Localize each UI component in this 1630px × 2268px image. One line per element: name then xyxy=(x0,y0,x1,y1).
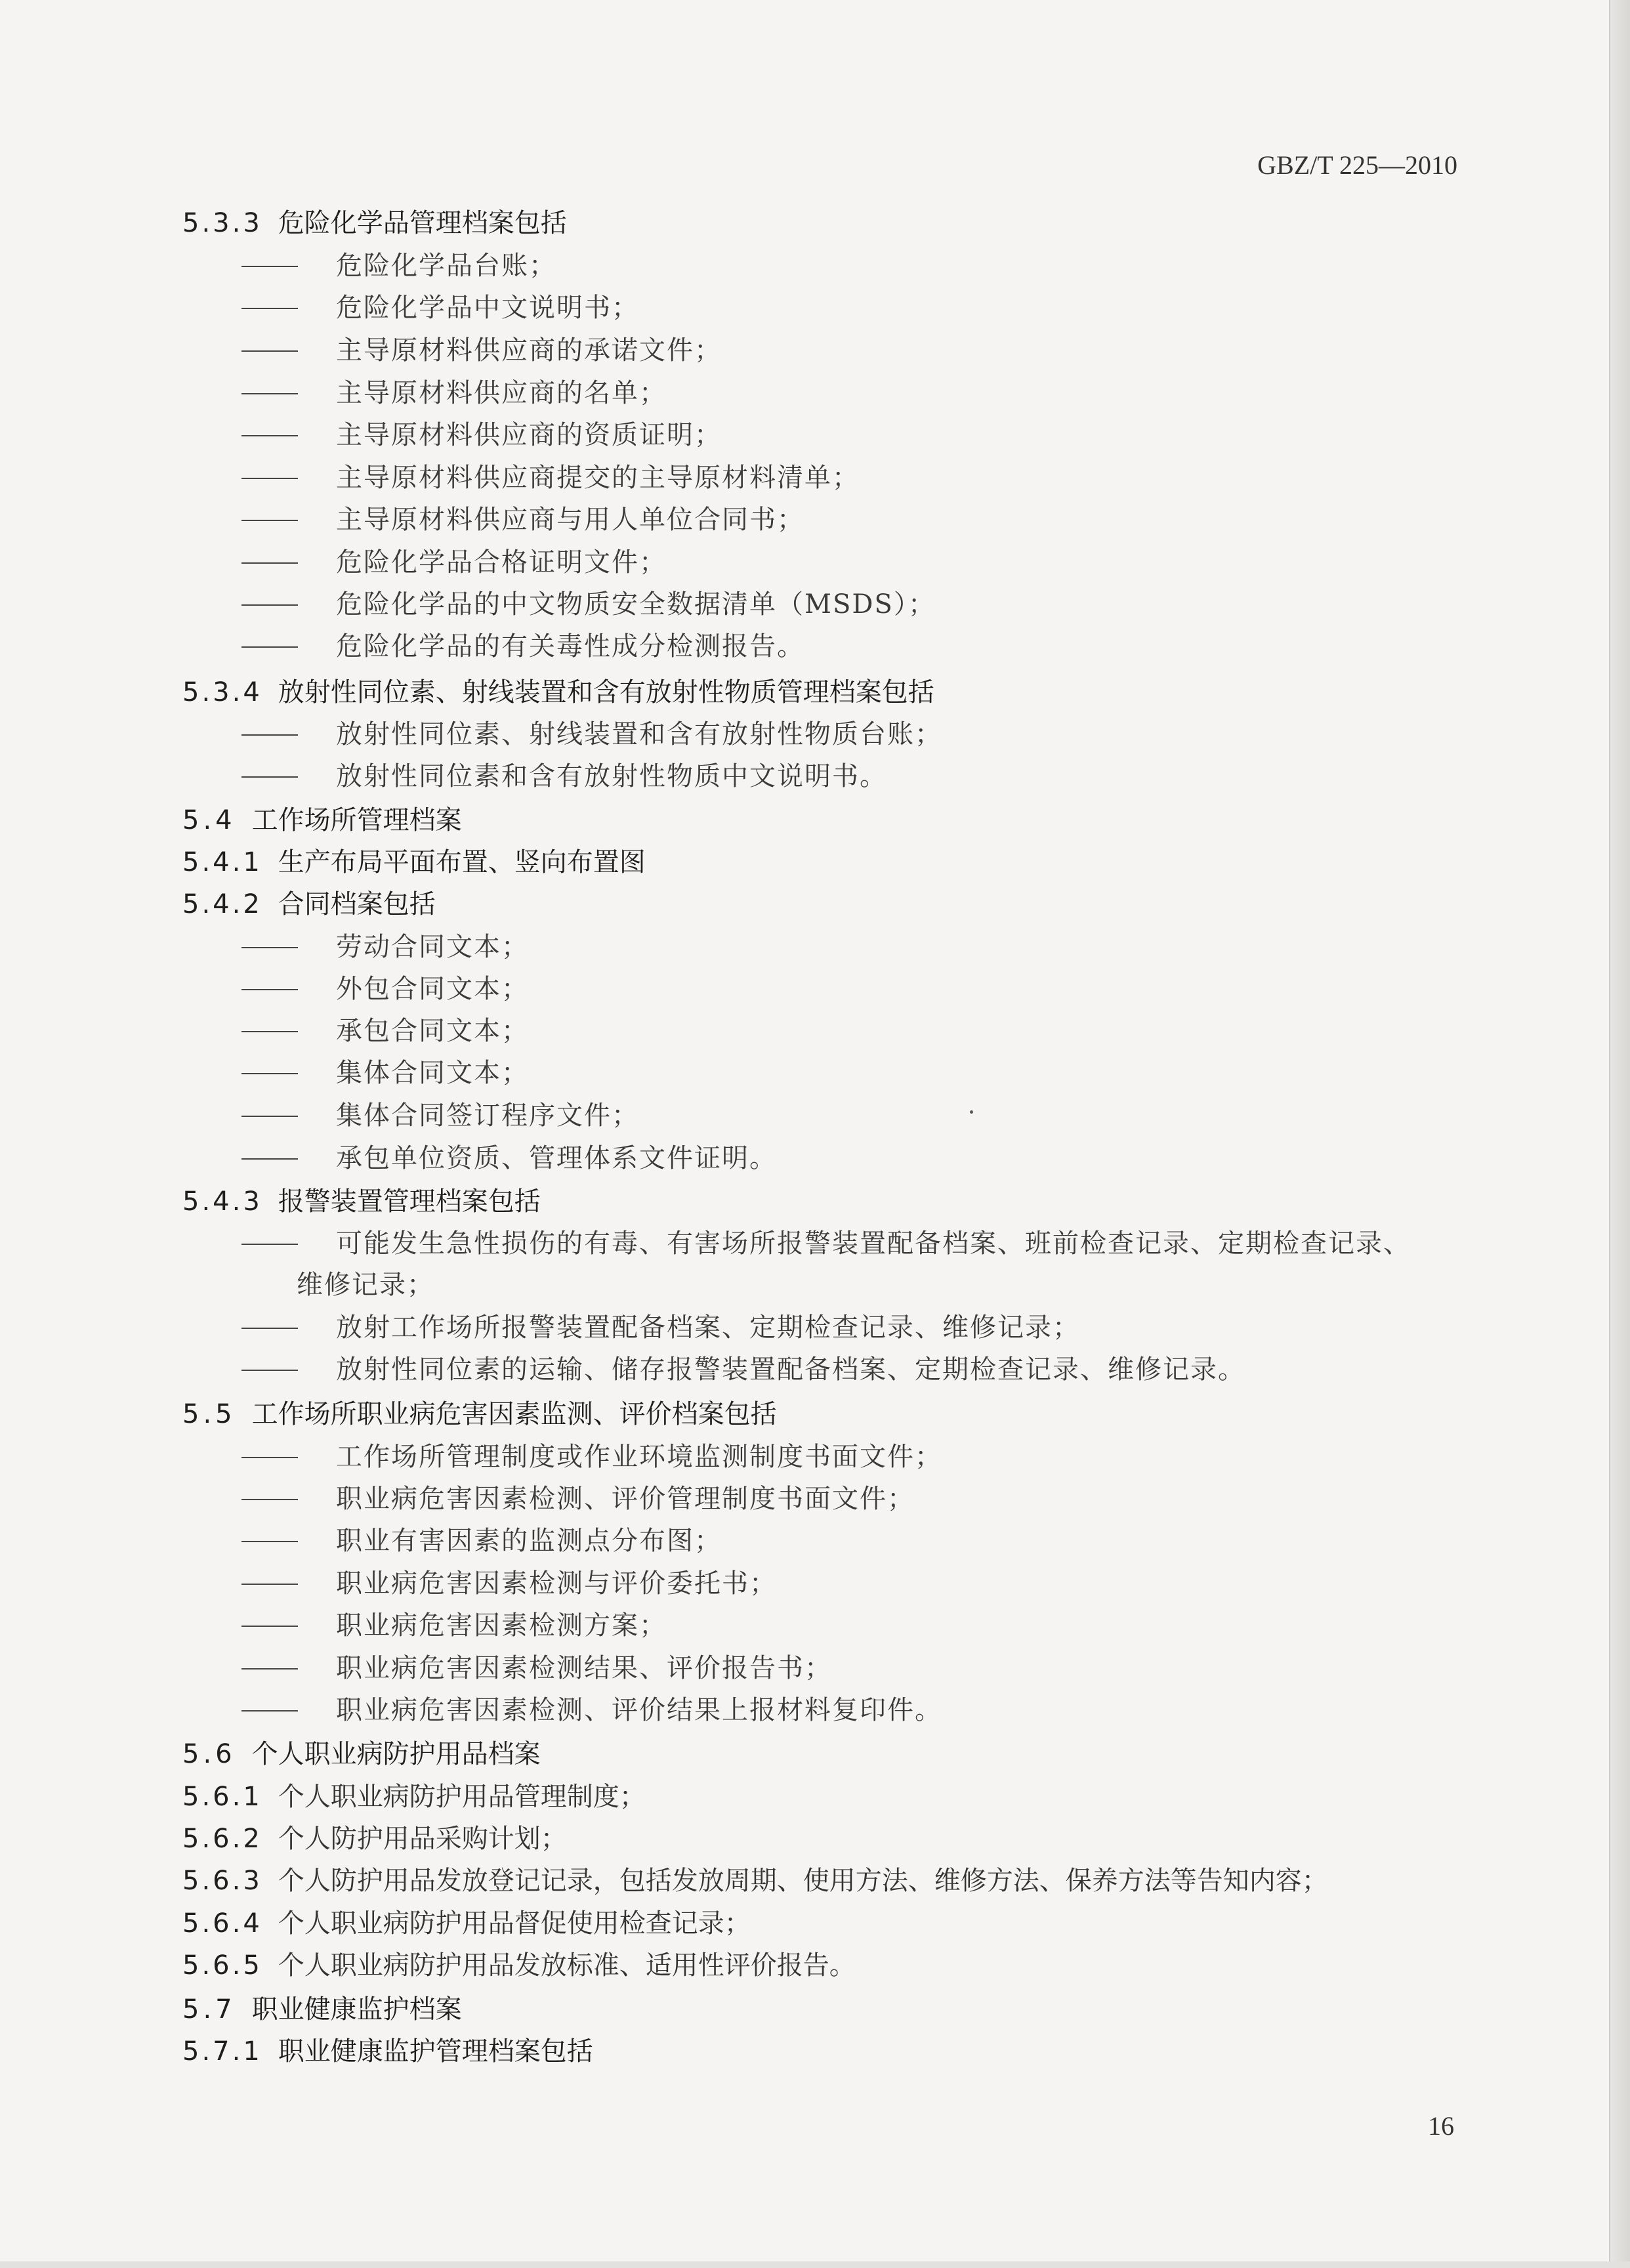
scan-speck xyxy=(970,1110,973,1114)
document-code: GBZ/T 225—2010 xyxy=(1257,150,1457,180)
dash-marker xyxy=(241,308,298,309)
list-item: 外包合同文本； xyxy=(241,973,529,1005)
subsection-5-6-5: 5.6.5 个人职业病防护用品发放标准、适用性评价报告。 xyxy=(182,1950,856,1981)
dash-marker xyxy=(241,350,298,352)
dash-marker xyxy=(241,478,298,479)
list-item: 职业病危害因素检测结果、评价报告书； xyxy=(241,1652,832,1685)
section-number: 5.4.1 xyxy=(182,847,262,877)
list-item: 主导原材料供应商的承诺文件； xyxy=(241,334,722,367)
section-5-3-3-heading xyxy=(182,207,567,240)
dash-marker xyxy=(241,1668,298,1670)
list-item: 职业有害因素的监测点分布图； xyxy=(241,1524,722,1557)
section-title: 生产布局平面布置、竖向布置图 xyxy=(278,847,646,877)
list-item: 主导原材料供应商与用人单位合同书； xyxy=(241,503,805,536)
dash-marker xyxy=(241,1710,298,1712)
dash-marker xyxy=(241,604,298,606)
page-number: 16 xyxy=(1428,2111,1454,2141)
dash-marker xyxy=(241,1541,298,1542)
dash-marker xyxy=(241,776,298,778)
section-5-4-heading xyxy=(182,804,462,837)
list-item: 放射性同位素的运输、储存报警装置配备档案、定期检查记录、维修记录。 xyxy=(241,1353,1245,1386)
section-5-5-heading xyxy=(182,1398,777,1431)
dash-marker xyxy=(241,435,298,436)
list-item: 放射工作场所报警装置配备档案、定期检查记录、维修记录； xyxy=(241,1311,1080,1344)
section-title: 放射性同位素、射线装置和含有放射性物质管理档案包括 xyxy=(278,677,934,707)
list-item: 危险化学品的中文物质安全数据清单（MSDS）； xyxy=(241,588,936,621)
page-edge-shadow xyxy=(1609,0,1630,2268)
list-item: 职业病危害因素检测、评价管理制度书面文件； xyxy=(241,1482,915,1515)
subsection-5-6-4: 5.6.4 个人职业病防护用品督促使用检查记录； xyxy=(182,1908,751,1939)
section-number: 5.6 xyxy=(182,1739,236,1769)
section-title: 工作场所管理档案 xyxy=(251,805,462,835)
list-item: 危险化学品中文说明书； xyxy=(241,291,639,324)
list-item: 职业病危害因素检测方案； xyxy=(241,1609,667,1642)
section-5-6-heading xyxy=(182,1738,541,1771)
section-title: 职业健康监护管理档案包括 xyxy=(278,2036,593,2067)
page-bottom-edge xyxy=(0,2261,1630,2268)
dash-marker xyxy=(241,393,298,394)
subsection-5-6-2: 5.6.2 个人防护用品采购计划； xyxy=(182,1824,567,1854)
dash-marker xyxy=(241,1370,298,1371)
section-number: 5.3.4 xyxy=(182,677,262,707)
list-item: 放射性同位素、射线装置和含有放射性物质台账； xyxy=(241,718,942,751)
list-item: 主导原材料供应商的资质证明； xyxy=(241,419,722,452)
list-item: 放射性同位素和含有放射性物质中文说明书。 xyxy=(241,760,887,793)
list-item: 承包单位资质、管理体系文件证明。 xyxy=(241,1142,777,1175)
section-title: 工作场所职业病危害因素监测、评价档案包括 xyxy=(251,1399,777,1429)
section-number: 5.7 xyxy=(182,1994,236,2025)
subsection-5-6-1: 5.6.1 个人职业病防护用品管理制度； xyxy=(182,1782,646,1812)
list-item: 工作场所管理制度或作业环境监测制度书面文件； xyxy=(241,1440,942,1473)
dash-marker xyxy=(241,266,298,267)
dash-marker xyxy=(241,734,298,736)
list-item: 危险化学品合格证明文件； xyxy=(241,546,667,579)
list-item: 主导原材料供应商提交的主导原材料清单； xyxy=(241,461,860,494)
dash-marker xyxy=(241,520,298,521)
list-item: 职业病危害因素检测、评价结果上报材料复印件。 xyxy=(241,1694,942,1727)
section-5-7-heading xyxy=(182,1993,462,2026)
section-title: 职业健康监护档案 xyxy=(251,1994,462,2025)
dash-marker xyxy=(241,1116,298,1117)
dash-marker xyxy=(241,1328,298,1329)
dash-marker xyxy=(241,1457,298,1458)
section-title: 合同档案包括 xyxy=(278,889,436,919)
dash-marker xyxy=(241,1626,298,1627)
section-title: 报警装置管理档案包括 xyxy=(278,1186,541,1217)
dash-marker xyxy=(241,947,298,948)
list-item: 危险化学品台账； xyxy=(241,249,556,282)
dash-marker xyxy=(241,989,298,990)
dash-marker xyxy=(241,1499,298,1500)
list-item: 承包合同文本； xyxy=(241,1015,529,1047)
section-number: 5.4 xyxy=(182,805,236,835)
section-number: 5.4.2 xyxy=(182,889,262,919)
dash-marker xyxy=(241,1031,298,1032)
dash-marker xyxy=(241,1584,298,1585)
section-5-4-2-heading xyxy=(182,888,436,921)
section-number: 5.7.1 xyxy=(182,2036,262,2067)
subsection-5-6-3: 5.6.3 个人防护用品发放登记记录，包括发放周期、使用方法、维修方法、保养方法等告知内容； xyxy=(182,1866,1328,1896)
dash-marker xyxy=(241,646,298,648)
section-number: 5.5 xyxy=(182,1399,236,1429)
dash-marker xyxy=(241,562,298,564)
section-number: 5.4.3 xyxy=(182,1186,262,1217)
section-title: 危险化学品管理档案包括 xyxy=(278,208,567,238)
section-number: 5.3.3 xyxy=(182,208,262,238)
dash-marker xyxy=(241,1073,298,1074)
list-item: 职业病危害因素检测与评价委托书； xyxy=(241,1567,777,1600)
list-item-continuation: 维修记录； xyxy=(297,1270,434,1300)
list-item: 集体合同文本； xyxy=(241,1057,529,1089)
list-item: 集体合同签订程序文件； xyxy=(241,1099,639,1132)
list-item: 可能发生急性损伤的有毒、有害场所报警装置配备档案、班前检查记录、定期检查记录、 xyxy=(241,1227,1411,1260)
section-title: 个人职业病防护用品档案 xyxy=(251,1739,541,1769)
section-5-3-4-heading xyxy=(182,676,934,709)
list-item: 劳动合同文本； xyxy=(241,931,529,963)
list-item: 危险化学品的有关毒性成分检测报告。 xyxy=(241,630,805,663)
section-5-4-3-heading xyxy=(182,1185,541,1218)
list-item: 主导原材料供应商的名单； xyxy=(241,377,667,410)
section-5-4-1-heading xyxy=(182,846,646,879)
dash-marker xyxy=(241,1158,298,1160)
dash-marker xyxy=(241,1244,298,1245)
section-5-7-1-heading xyxy=(182,2035,593,2068)
